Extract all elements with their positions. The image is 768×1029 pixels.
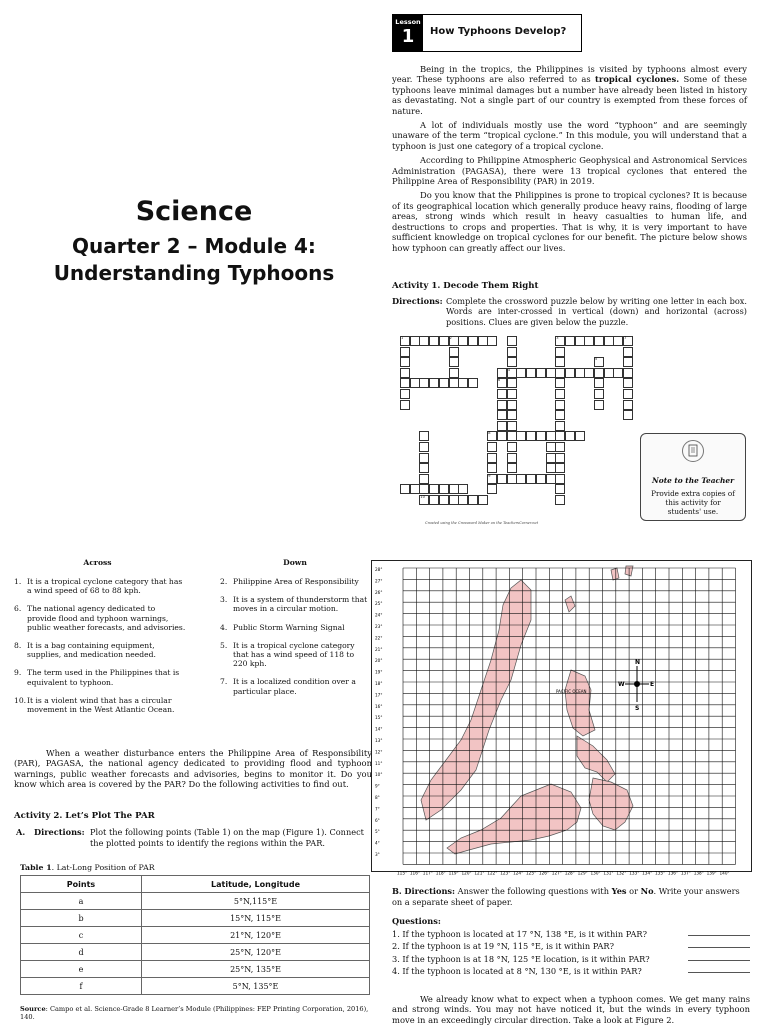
questions-title: Questions: — [392, 916, 441, 926]
crossword-cell — [478, 336, 488, 346]
crossword-cell — [575, 431, 585, 441]
crossword-cell — [546, 442, 556, 452]
crossword-cell — [487, 336, 497, 346]
crossword-cell — [439, 336, 449, 346]
table-row: e 25°N, 135°E — [21, 961, 370, 978]
lon-label: 128° — [564, 870, 575, 876]
lat-label: 13° — [375, 738, 383, 743]
par-intro: When a weather disturbance enters the Philippine Area of Responsibility (PAR), PAGASA, the national agency dedicated to providing flood and typhoon warnings, public weather forecasts and advisories, begins to monitor it. Do you know which area is covered by the PAR? Do the following activities to find out. — [14, 748, 372, 790]
crossword-cell — [565, 368, 575, 378]
crossword-cell — [497, 389, 507, 399]
crossword-number: 8 — [488, 431, 491, 436]
crossword-cell — [507, 389, 517, 399]
crossword-cell — [604, 368, 614, 378]
lat-label: 22° — [375, 635, 383, 641]
crossword-cell — [468, 336, 478, 346]
lon-label: 138° — [693, 870, 704, 876]
lat-label: 6° — [375, 817, 380, 823]
lon-label: 139° — [706, 870, 717, 876]
lat-label: 5° — [375, 829, 380, 835]
crossword-cell — [429, 484, 439, 494]
lat-label: 17° — [375, 692, 383, 698]
crossword-cell — [594, 368, 604, 378]
questions-list — [392, 928, 750, 978]
crossword-cell — [507, 410, 517, 420]
table-row: c 21°N, 120°E — [21, 927, 370, 944]
crossword-cell — [400, 389, 410, 399]
crossword-cell — [507, 378, 517, 388]
crossword-cell — [400, 400, 410, 410]
across-clue-1: 6. The national agency dedicated to provide flood and typhoon warnings, public weather forecasts, and advisories. — [14, 604, 186, 632]
lon-label: 129° — [577, 870, 588, 876]
lon-label: 118° — [435, 870, 446, 876]
crossword-cell — [623, 368, 633, 378]
crossword-cell — [594, 378, 604, 388]
lat-label: 11° — [375, 760, 383, 766]
lon-label: 133° — [629, 870, 640, 876]
lat-label: 25° — [375, 601, 383, 607]
activity2-heading: Activity 2. Let’s Plot The PAR — [14, 811, 155, 821]
lon-label: 124° — [513, 870, 524, 876]
crossword-cell — [555, 368, 565, 378]
crossword-cell — [449, 368, 459, 378]
crossword-cell — [439, 484, 449, 494]
answer-line — [688, 940, 750, 948]
down-clue-1: 3. It is a system of thunderstorm that moves in a circular motion. — [220, 595, 368, 614]
crossword-cell — [555, 474, 565, 484]
crossword-cell — [410, 336, 420, 346]
lon-label: 120° — [461, 870, 472, 876]
crossword-cell — [575, 336, 585, 346]
answer-line — [688, 953, 750, 961]
crossword-number: 2 — [449, 336, 452, 340]
crossword-cell — [613, 368, 623, 378]
across-title: Across — [83, 558, 112, 567]
crossword-cell — [507, 431, 517, 441]
lon-label: 130° — [590, 870, 601, 876]
lat-label: 7° — [375, 806, 380, 812]
crossword-cell — [478, 495, 488, 505]
crossword-cell — [526, 368, 536, 378]
crossword-number: 5 — [595, 357, 598, 362]
crossword-cell — [575, 368, 585, 378]
crossword-cell — [400, 368, 410, 378]
question-item: 4. If the typhoon is located at 8 °N, 130 °E, is it within PAR? — [392, 965, 750, 977]
crossword-cell — [565, 431, 575, 441]
question-item: 3. If the typhoon is at 18 °N, 125 °E location, is it within PAR? — [392, 953, 750, 965]
crossword-cell — [487, 463, 497, 473]
crossword-cell — [516, 474, 526, 484]
lat-label: 19° — [375, 669, 383, 675]
crossword-cell — [546, 431, 556, 441]
lat-label: 28° — [375, 567, 383, 572]
crossword-cell — [449, 357, 459, 367]
crossword-cell — [497, 421, 507, 431]
crossword-cell — [623, 400, 633, 410]
crossword-cell — [429, 336, 439, 346]
crossword-number: 10 — [420, 495, 425, 499]
crossword-cell — [400, 378, 410, 388]
crossword-cell — [458, 378, 468, 388]
crossword-cell — [555, 421, 565, 431]
crossword-cell — [555, 378, 565, 388]
cover-subtitle-1: Quarter 2 – Module 4: — [72, 234, 316, 258]
table1 — [20, 875, 370, 995]
lon-label: 117° — [422, 870, 433, 876]
lat-label: 21° — [375, 646, 383, 652]
question-item: 2. If the typhoon is at 19 °N, 115 °E, is it within PAR? — [392, 940, 750, 952]
crossword-cell — [507, 357, 517, 367]
compass-w: W — [618, 681, 625, 688]
crossword-cell — [507, 347, 517, 357]
intro-paragraph-2: A lot of individuals mostly use the word “typhoon” and are seemingly unaware of the term “tropical cyclone.” In this module, you will understand that a typhoon is just one category of a tropical cyclone. — [392, 120, 747, 151]
lat-label: 23° — [375, 624, 383, 629]
crossword-cell — [487, 484, 497, 494]
lon-label: 137° — [680, 870, 691, 876]
note-to-teacher — [640, 433, 746, 521]
table-row: f 5°N, 135°E — [21, 978, 370, 995]
crossword-cell — [546, 474, 556, 484]
crossword-cell — [449, 347, 459, 357]
crossword-cell — [439, 378, 449, 388]
crossword-cell — [555, 463, 565, 473]
lon-label: 116° — [409, 870, 420, 876]
lat-label: 14° — [375, 726, 383, 732]
crossword-cell — [419, 463, 429, 473]
crossword-credit: Created using the Crossword Maker on the TeachersCorner.net — [425, 521, 538, 525]
lon-label: 140° — [719, 870, 730, 876]
lon-label: 123° — [500, 870, 511, 876]
compass-n: N — [635, 659, 641, 666]
down-clue-2: 4. Public Storm Warning Signal — [220, 622, 345, 632]
crossword-cell — [507, 453, 517, 463]
lon-label: 132° — [616, 870, 627, 876]
crossword-cell — [419, 442, 429, 452]
lon-label: 127° — [551, 870, 562, 876]
crossword-cell — [584, 336, 594, 346]
crossword-cell — [594, 389, 604, 399]
lon-label: 135° — [655, 870, 666, 876]
crossword-cell — [555, 431, 565, 441]
crossword-cell — [516, 368, 526, 378]
crossword-cell — [449, 495, 459, 505]
note-text: Provide extra copies of this activity for students' use. — [651, 489, 735, 516]
crossword-cell — [507, 400, 517, 410]
crossword-cell — [555, 400, 565, 410]
crossword-cell — [439, 495, 449, 505]
clipboard-icon — [682, 440, 704, 462]
crossword-number: 6 — [498, 378, 501, 383]
across-clue-2: 8. It is a bag containing equipment, supplies, and medication needed. — [14, 641, 156, 660]
lesson-number: 1 — [401, 26, 415, 47]
crossword-cell — [419, 336, 429, 346]
crossword-cell — [584, 368, 594, 378]
crossword-puzzle — [400, 336, 640, 506]
crossword-cell — [536, 474, 546, 484]
crossword-cell — [468, 495, 478, 505]
crossword-cell — [613, 336, 623, 346]
crossword-cell — [623, 378, 633, 388]
crossword-cell — [497, 410, 507, 420]
crossword-cell — [507, 474, 517, 484]
down-clue-0: 2. Philippine Area of Responsibility — [220, 577, 359, 586]
activity1-directions: Directions: Complete the crossword puzzle below by writing one letter in each box. Words are inter-crossed in vertical (down) and horizontal (across) positions. Clues are given below the puzzle. — [392, 296, 747, 327]
intro-paragraph-1: Being in the tropics, the Philippines is visited by typhoons almost every year. These typhoons are also referred to as tropical cyclones. Some of these typhoons leave minimal damages but a number have already been listed in history as devastating. Not a single part of our country is exempted from these forces of nature. — [392, 64, 747, 116]
lon-label: 136° — [667, 870, 679, 876]
crossword-number: 4 — [507, 367, 510, 372]
crossword-cell — [555, 357, 565, 367]
activity2-directions: A. Directions: Plot the following points (Table 1) on the map (Figure 1). Connect the plotted points to identify the regions within the PAR. — [16, 827, 364, 848]
down-clues — [220, 577, 370, 705]
crossword-cell — [546, 453, 556, 463]
lat-label: 4° — [375, 840, 380, 846]
lon-label: 115° — [397, 870, 408, 876]
table-header-latlong: Latitude, Longitude — [142, 876, 370, 893]
table-row: a 5°N,115°E — [21, 893, 370, 910]
crossword-number: 9 — [488, 473, 491, 478]
cover-title: Science — [135, 196, 253, 227]
lon-label: 121° — [474, 870, 485, 876]
ocean-label: PACIFIC OCEAN — [556, 689, 587, 694]
crossword-cell — [555, 484, 565, 494]
down-clue-4: 7. It is a localized condition over a particular place. — [220, 677, 356, 696]
lat-label: 10° — [375, 772, 383, 778]
crossword-cell — [555, 495, 565, 505]
crossword-cell — [458, 484, 468, 494]
crossword-cell — [400, 357, 410, 367]
intro-paragraph-3: According to Philippine Atmospheric Geophysical and Astronomical Services Administration (PAGASA), there were 13 tropical cyclones that entered the Philippine Area of Responsibility (PAR) in 2019. — [392, 155, 747, 187]
crossword-cell — [429, 495, 439, 505]
crossword-cell — [497, 474, 507, 484]
lon-label: 131° — [603, 870, 614, 876]
crossword-cell — [487, 453, 497, 463]
compass-center — [634, 681, 640, 687]
crossword-cell — [419, 431, 429, 441]
lat-label: 24° — [375, 612, 383, 618]
crossword-cell — [604, 336, 614, 346]
crossword-cell — [410, 484, 420, 494]
crossword-number: 3 — [556, 336, 559, 340]
lat-label: 8° — [375, 795, 380, 800]
crossword-cell — [623, 347, 633, 357]
crossword-cell — [400, 484, 410, 494]
crossword-cell — [487, 442, 497, 452]
crossword-cell — [419, 474, 429, 484]
crossword-cell — [497, 431, 507, 441]
closing-paragraph: We already know what to expect when a typhoon comes. We get many rains and strong winds. You may not have noticed it, but the winds in every typhoon move in an exceedingly circular direction. Take a look at Figure 2. — [392, 994, 750, 1025]
crossword-cell — [458, 495, 468, 505]
crossword-cell — [419, 453, 429, 463]
lat-label: 20° — [375, 658, 383, 664]
lat-label: 18° — [375, 681, 383, 686]
lesson-label: Lesson — [395, 18, 421, 26]
crossword-cell — [555, 410, 565, 420]
crossword-cell — [458, 336, 468, 346]
crossword-cell — [546, 463, 556, 473]
lat-label: 27° — [375, 578, 383, 584]
crossword-cell — [429, 378, 439, 388]
crossword-cell — [507, 442, 517, 452]
crossword-cell — [507, 336, 517, 346]
crossword-cell — [565, 336, 575, 346]
across-clue-0: 1. It is a tropical cyclone category that has a wind speed of 68 to 88 kph. — [14, 577, 183, 596]
lat-label: 3° — [375, 852, 380, 857]
crossword-cell — [594, 400, 604, 410]
crossword-cell — [468, 378, 478, 388]
crossword-cell — [516, 431, 526, 441]
crossword-cell — [526, 431, 536, 441]
crossword-cell — [410, 378, 420, 388]
lon-label: 126° — [538, 870, 550, 876]
compass-e: E — [650, 681, 655, 688]
crossword-cell — [555, 453, 565, 463]
table-row: d 25°N, 120°E — [21, 944, 370, 961]
crossword-cell — [555, 389, 565, 399]
crossword-cell — [400, 347, 410, 357]
crossword-cell — [536, 431, 546, 441]
lon-label: 122° — [487, 870, 498, 876]
crossword-cell — [623, 357, 633, 367]
down-title: Down — [283, 558, 307, 567]
table1-caption: Table 1. Lat-Long Position of PAR — [20, 863, 155, 872]
intro-text — [392, 64, 747, 257]
note-title: Note to the Teacher — [652, 476, 734, 485]
crossword-cell — [594, 336, 604, 346]
crossword-number: 7 — [624, 336, 627, 340]
cover-subtitle-2: Understanding Typhoons — [53, 261, 335, 285]
lesson-header — [392, 14, 582, 52]
crossword-cell — [507, 463, 517, 473]
crossword-cell — [449, 378, 459, 388]
crossword-cell — [497, 400, 507, 410]
lat-label: 26° — [375, 589, 383, 595]
lat-label: 9° — [375, 783, 380, 789]
down-clue-3: 5. It is a tropical cyclone category that has a wind speed of 118 to 220 kph. — [220, 640, 355, 669]
crossword-cell — [419, 484, 429, 494]
crossword-cell — [623, 410, 633, 420]
intro-paragraph-4: Do you know that the Philippines is prone to tropical cyclones? It is because of its geographical location which generally produce heavy rains, flooding of large areas, strong winds which result in heavy casualties to human life, and destructions to crops and properties. That is why, it is very important to have sufficient knowledge on tropical cyclones for our benefit. The picture below shows how typhoon can greatly affect our lives. — [392, 190, 747, 253]
crossword-cell — [555, 442, 565, 452]
crossword-cell — [419, 378, 429, 388]
source-note: Source: Campo et al. Science-Grade 8 Learner’s Module (Philippines: FEP Printing Corporation, 2016), 140. — [20, 1005, 369, 1021]
crossword-cell — [555, 347, 565, 357]
lon-label: 119° — [448, 870, 459, 876]
crossword-cell — [526, 474, 536, 484]
answer-line — [688, 965, 750, 973]
crossword-cell — [507, 421, 517, 431]
crossword-cell — [449, 484, 459, 494]
crossword-cell — [546, 368, 556, 378]
crossword-cell — [623, 389, 633, 399]
across-clues — [14, 577, 186, 723]
lesson-title: How Typhoons Develop? — [430, 26, 567, 37]
answer-line — [688, 928, 750, 936]
lat-label: 15° — [375, 715, 383, 721]
crossword-cell — [536, 368, 546, 378]
lat-label: 16° — [375, 703, 383, 709]
activity1-heading: Activity 1. Decode Them Right — [392, 281, 539, 291]
crossword-cell — [497, 368, 507, 378]
compass-s: S — [635, 705, 640, 712]
table-header-points: Points — [21, 876, 142, 893]
question-item: 1. If the typhoon is located at 17 °N, 138 °E, is it within PAR? — [392, 928, 750, 940]
questions-directions: B. Directions: Answer the following questions with Yes or No. Write your answers on a separate sheet of paper. — [392, 886, 740, 907]
lon-label: 134° — [642, 870, 653, 876]
across-clue-4: 10. It is a violent wind that has a circular movement in the West Atlantic Ocean. — [14, 695, 175, 715]
par-map — [371, 560, 752, 876]
lat-label: 12° — [375, 749, 383, 755]
table-row: b 15°N, 115°E — [21, 910, 370, 927]
crossword-number: 1 — [401, 336, 404, 340]
lesson-badge — [393, 15, 423, 51]
lon-label: 125° — [526, 870, 537, 876]
across-clue-3: 9. The term used in the Philippines that is equivalent to typhoon. — [14, 668, 180, 687]
